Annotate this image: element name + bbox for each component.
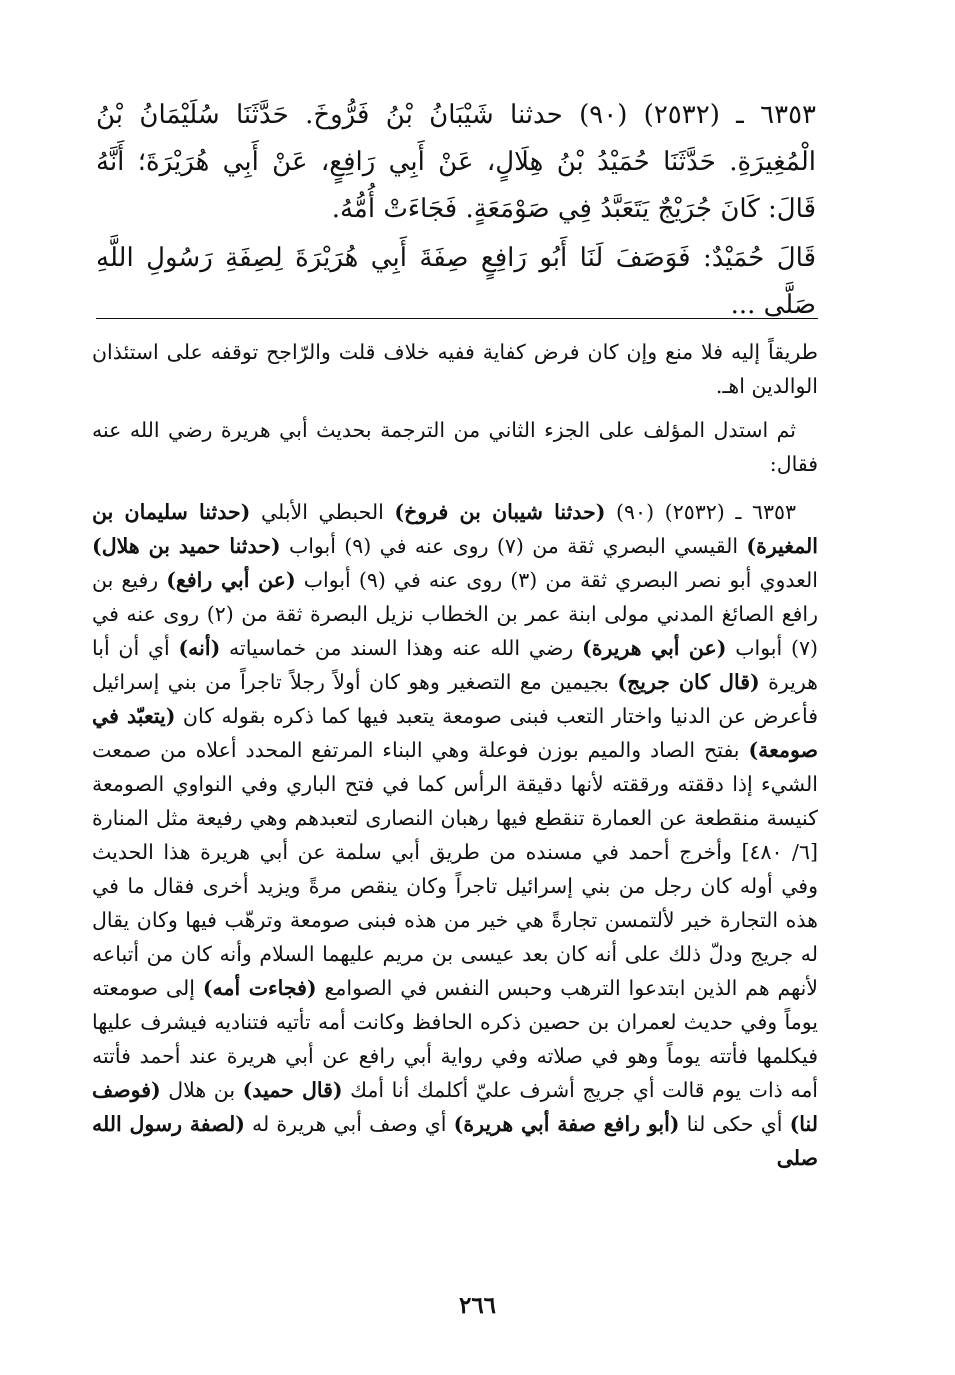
- commentary-text: القيسي البصري ثقة من (٧) روى عنه في (٩) أبواب: [280, 534, 747, 558]
- commentary-text: رفيع بن رافع الصائغ المدني مولى ابنة عمر بن الخطاب نزيل البصرة ثقة من (٢) روى عنه في (٧) أبواب: [92, 568, 818, 660]
- commentary-quoted-phrase: (يتعبّد في صومعة): [92, 704, 818, 762]
- commentary-main-paragraph: [92, 495, 818, 1175]
- commentary-text: ٦٣٥٣ ـ (٢٥٣٢) (٩٠): [605, 500, 796, 524]
- commentary-text: رضي الله عنه وهذا السند من خماسياته: [220, 636, 583, 660]
- commentary-quoted-phrase: (حدثنا سليمان بن المغيرة): [92, 500, 818, 558]
- commentary-quoted-phrase: (حدثنا شيبان بن فروخ): [394, 500, 606, 524]
- commentary-text: بفتح الصاد والميم بوزن فوعلة وهي البناء المرتفع المحدد أعلاه من صمعت الشيء إذا دققته ورققته لأنها دقيقة الرأس كما في فتح الباري وفي النواوي الصومعة كنيسة منقطعة عن العمارة تنقطع فيها رهبان النصارى لتعبدهم وهي رفيعة مثل المنارة [٦/ ٤٨٠] وأخرج أحمد في مسنده من طريق أبي سلمة عن أبي هريرة هذا الحديث وفي أوله كان رجل من بني إسرائيل تاجراً وكان ينقص مرةً ويزيد أخرى فقال ما في هذه التجارة خير لألتمسن تجارةً هي خير من هذه فبنى صومعة وترهّب فيها وكان يقال له جريج ودلّ ذلك على أنه كان بعد عيسى بن مريم عليهما السلام وأنه كان من أتباعه لأنهم هم الذين ابتدعوا الترهب وحبس النفس في الصوامع: [92, 738, 818, 1000]
- commentary-text: أي وصف أبي هريرة له: [244, 1112, 454, 1136]
- hadith-text-block: [96, 92, 816, 329]
- page-number: ٢٦٦: [458, 1292, 497, 1319]
- commentary-text: الحبطي الأبلي: [250, 500, 395, 524]
- commentary-quoted-phrase: (لصفة رسول الله صلى: [92, 1112, 818, 1170]
- commentary-text: العدوي أبو نصر البصري ثقة من (٣) روى عنه في (٩) أبواب: [295, 568, 818, 592]
- commentary-quoted-phrase: (عن أبي رافع): [166, 568, 296, 592]
- commentary-quoted-phrase: (عن أبي هريرة): [582, 636, 727, 660]
- commentary-text: بجيمين مع التصغير وهو كان أولاً رجلاً تاجراً من بني إسرائيل فأعرض عن الدنيا واختار التعب فبنى صومعة يتعبد فيها كما ذكره بقوله كان: [92, 670, 818, 728]
- commentary-intro-transition: ثم استدل المؤلف على الجزء الثاني من الترجمة بحديث أبي هريرة رضي الله عنه فقال:: [92, 418, 818, 476]
- commentary-quoted-phrase: (قال كان جريج): [617, 670, 760, 694]
- commentary-block: [92, 335, 818, 1175]
- commentary-text: أي حكى لنا: [679, 1112, 790, 1136]
- commentary-text: إلى صومعته يوماً وفي حديث لعمران بن حصين ذكره الحافظ وكانت أمه تأتيه فتناديه فيشرف عليها فيكلمها فأتته يوماً وهو في صلاته وفي رواية أبي رافع عن أبي هريرة عند أحمد فأتته أمه ذات يوم قالت أي جريج أشرف عليّ أكلمك أنا أمك: [92, 976, 818, 1102]
- hadith-paragraph-humaid: قَالَ حُمَيْدٌ: فَوَصَفَ لَنَا أَبُو رَافِعٍ صِفَةَ أَبِي هُرَيْرَةَ لِصِفَةِ رَسُولِ اللَّهِ صَلَّى ...: [96, 243, 816, 320]
- commentary-text: أي أن أبا هريرة: [92, 636, 818, 694]
- commentary-quoted-phrase: (حدثنا حميد بن هلال): [92, 534, 281, 558]
- commentary-quoted-phrase: (أنه): [178, 636, 221, 660]
- hadith-paragraph-isnad: ٦٣٥٣ ـ (٢٥٣٢) (٩٠) حدثنا شَيْبَانُ بْنُ فَرُّوخَ. حَدَّثَنَا سُلَيْمَانُ بْنُ الْمُغِيرَةِ. حَدَّثَنَا حُمَيْدُ بْنُ هِلَالٍ، عَنْ أَبِي رَافِعٍ، عَنْ أَبِي هُرَيْرَةَ؛ أَنَّهُ قَالَ: كَانَ جُرَيْجٌ يَتَعَبَّدُ فِي صَوْمَعَةٍ. فَجَاءَتْ أُمُّهُ.: [96, 100, 817, 224]
- commentary-quoted-phrase: (قال حميد): [242, 1078, 343, 1102]
- commentary-text: بن هلال: [160, 1078, 243, 1102]
- commentary-quoted-phrase: (فوصف لنا): [92, 1078, 818, 1136]
- footnote-divider-line: [96, 318, 818, 319]
- commentary-quoted-phrase: (فجاءت أمه): [202, 976, 317, 1000]
- commentary-quoted-phrase: (أبو رافع صفة أبي هريرة): [453, 1112, 680, 1136]
- commentary-intro-continuation: طريقاً إليه فلا منع وإن كان فرض كفاية ففيه خلاف قلت والرّاجح توقفه على استئذان الوالدين اهـ.: [92, 340, 818, 398]
